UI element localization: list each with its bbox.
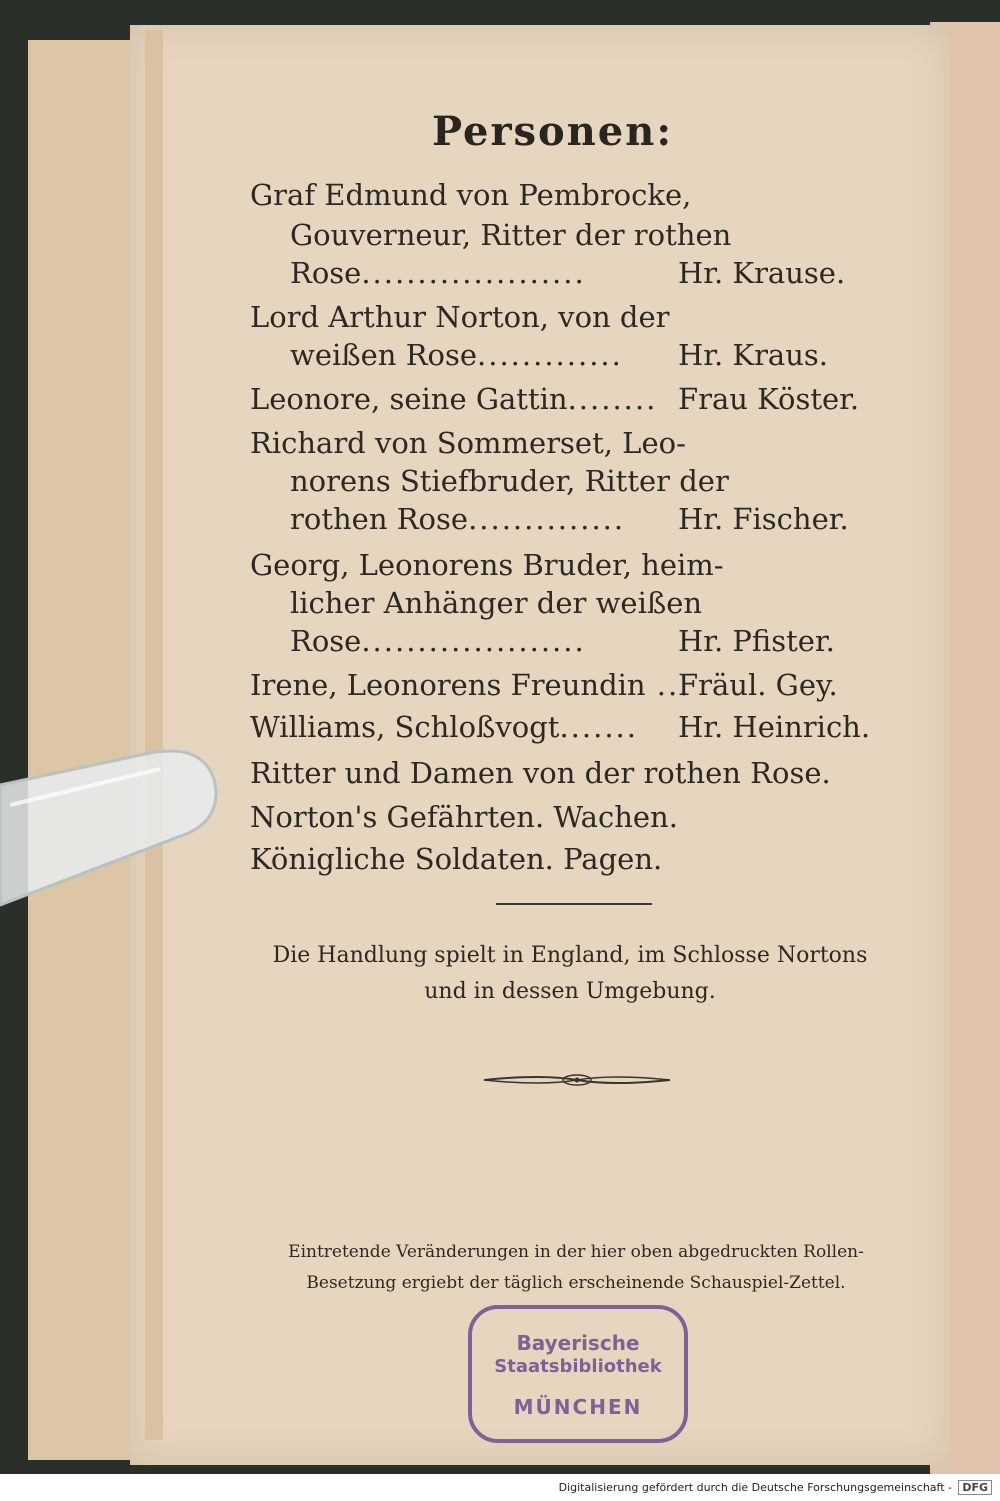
cast-georg-line1: Georg, Leonorens Bruder, heim-: [250, 548, 724, 582]
cast-pembrocke-line1: Graf Edmund von Pembrocke,: [250, 178, 692, 212]
library-stamp: [468, 1305, 688, 1443]
note-line1: Eintretende Veränderungen in der hier oben abgedruckten Rollen-: [288, 1242, 864, 1262]
cast-pembrocke-line2: Gouverneur, Ritter der rothen: [290, 218, 732, 252]
cast-norton-line2: weißen Rose.............: [290, 338, 623, 372]
cast-extras-companions: Norton's Gefährten. Wachen.: [250, 800, 678, 834]
divider-rule: [496, 903, 652, 905]
stamp-line1: Bayerische: [516, 1331, 640, 1355]
actor-irene: Fräul. Gey.: [678, 668, 838, 702]
stamp-line2: Staatsbibliothek: [494, 1356, 662, 1377]
ornament-divider: [482, 1070, 672, 1090]
cast-extras-soldiers: Königliche Soldaten. Pagen.: [250, 842, 663, 876]
page-fold-edge: [145, 30, 163, 1440]
cast-richard-line3: rothen Rose..............: [290, 502, 626, 536]
setting-line2: und in dessen Umgebung.: [424, 979, 716, 1004]
cast-georg-line2: licher Anhänger der weißen: [290, 586, 703, 620]
cast-richard-line1: Richard von Sommerset, Leo-: [250, 426, 686, 460]
footer-bar: [0, 1474, 1000, 1501]
actor-pembrocke: Hr. Krause.: [678, 256, 846, 290]
dfg-logo: DFG: [958, 1480, 992, 1495]
actor-norton: Hr. Kraus.: [678, 338, 828, 372]
cast-irene: Irene, Leonorens Freundin ...: [250, 668, 691, 702]
cast-leonore: Leonore, seine Gattin........: [250, 382, 658, 416]
glass-spatula: [0, 745, 230, 915]
cast-richard-line2: norens Stiefbruder, Ritter der: [290, 464, 729, 498]
actor-leonore: Frau Köster.: [678, 382, 860, 416]
actor-georg: Hr. Pfister.: [678, 624, 835, 658]
cast-georg-line3: Rose....................: [290, 624, 586, 658]
footer-credit: Digitalisierung gefördert durch die Deutsche Forschungsgemeinschaft -: [558, 1481, 952, 1494]
setting-line1: Die Handlung spielt in England, im Schlosse Nortons: [272, 943, 868, 968]
page-title: Personen:: [432, 108, 674, 155]
setting-text: [250, 938, 890, 1010]
cast-williams: Williams, Schloßvogt.......: [250, 710, 638, 744]
cast-extras-knights: Ritter und Damen von der rothen Rose.: [250, 756, 831, 790]
actor-williams: Hr. Heinrich.: [678, 710, 871, 744]
stamp-line3: MÜNCHEN: [513, 1395, 643, 1419]
cast-pembrocke-line3: Rose....................: [290, 256, 586, 290]
cast-norton-line1: Lord Arthur Norton, von der: [250, 300, 670, 334]
actor-richard: Hr. Fischer.: [678, 502, 849, 536]
note-line2: Besetzung ergiebt der täglich erscheinende Schauspiel-Zettel.: [306, 1273, 846, 1293]
casting-note: [276, 1237, 876, 1299]
